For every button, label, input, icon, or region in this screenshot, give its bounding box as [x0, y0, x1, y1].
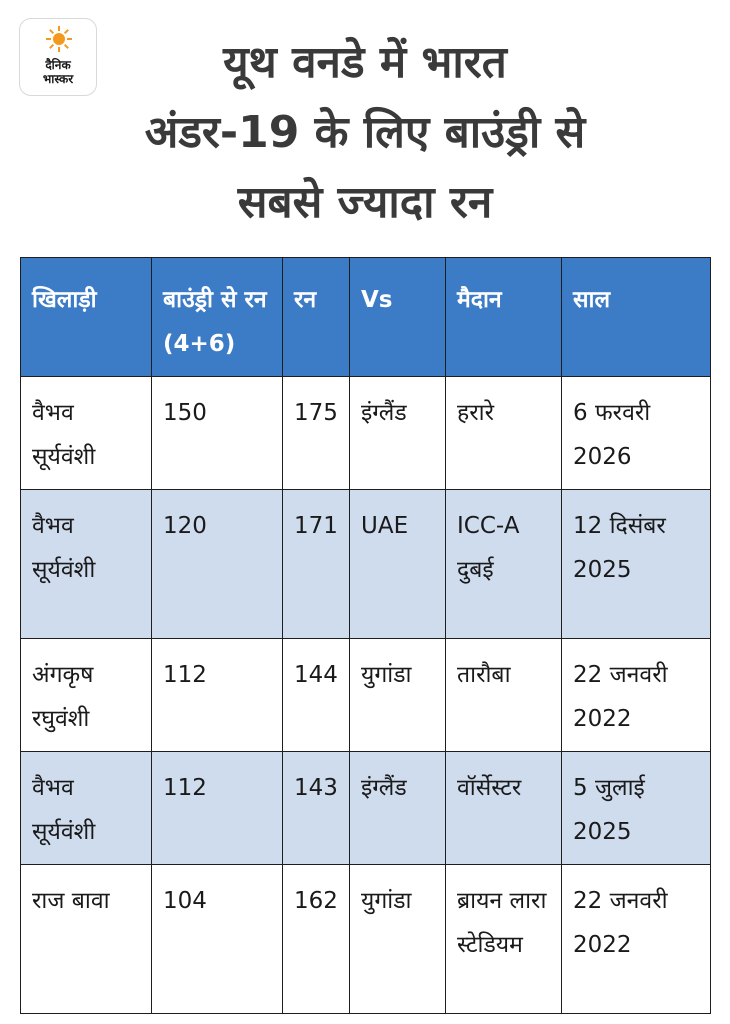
title-line-2: अंडर-19 के लिए बाउंड्री से [144, 107, 586, 158]
cell-venue: हरारे [446, 377, 562, 490]
cell-player: वैभव सूर्यवंशी [21, 752, 152, 865]
table-row [21, 865, 711, 1014]
cell-player: अंगकृष रघुवंशी [21, 639, 152, 752]
table-header-row [21, 258, 711, 377]
title-line-1: यूथ वनडे में भारत [223, 37, 507, 88]
cell-player: वैभव सूर्यवंशी [21, 377, 152, 490]
stats-table [20, 257, 711, 1014]
cell-player: वैभव सूर्यवंशी [21, 490, 152, 639]
cell-player: राज बावा [21, 865, 152, 1014]
brand-logo [19, 18, 97, 96]
sun-icon [46, 26, 72, 52]
table-row [21, 490, 711, 639]
table-row [21, 639, 711, 752]
table-row [21, 377, 711, 490]
cell-runs: 144 [283, 639, 350, 752]
cell-opponent: युगांडा [350, 865, 446, 1014]
cell-venue: ICC-A दुबई [446, 490, 562, 639]
header-player: खिलाड़ी [21, 258, 152, 377]
header-opponent: Vs [350, 258, 446, 377]
cell-venue: वॉर्सेस्टर [446, 752, 562, 865]
title-line-3: सबसे ज्यादा रन [237, 177, 493, 228]
cell-runs: 175 [283, 377, 350, 490]
logo-text-line1: दैनिक [45, 58, 71, 72]
cell-boundary-runs: 120 [152, 490, 283, 639]
table-row [21, 752, 711, 865]
cell-opponent: UAE [350, 490, 446, 639]
cell-venue: तारौबा [446, 639, 562, 752]
cell-runs: 162 [283, 865, 350, 1014]
cell-boundary-runs: 104 [152, 865, 283, 1014]
cell-year: 22 जनवरी 2022 [562, 639, 711, 752]
header-boundary-runs: बाउंड्री से रन (4+6) [152, 258, 283, 377]
cell-year: 6 फरवरी 2026 [562, 377, 711, 490]
cell-venue: ब्रायन लारा स्टेडियम [446, 865, 562, 1014]
cell-boundary-runs: 150 [152, 377, 283, 490]
header-runs: रन [283, 258, 350, 377]
cell-boundary-runs: 112 [152, 639, 283, 752]
page-title [100, 28, 630, 238]
logo-text-line2: भास्कर [42, 72, 74, 86]
cell-boundary-runs: 112 [152, 752, 283, 865]
cell-opponent: इंग्लैंड [350, 377, 446, 490]
cell-runs: 143 [283, 752, 350, 865]
cell-opponent: युगांडा [350, 639, 446, 752]
header-year: साल [562, 258, 711, 377]
header-venue: मैदान [446, 258, 562, 377]
cell-year: 12 दिसंबर 2025 [562, 490, 711, 639]
cell-year: 22 जनवरी 2022 [562, 865, 711, 1014]
cell-year: 5 जुलाई 2025 [562, 752, 711, 865]
cell-opponent: इंग्लैंड [350, 752, 446, 865]
cell-runs: 171 [283, 490, 350, 639]
